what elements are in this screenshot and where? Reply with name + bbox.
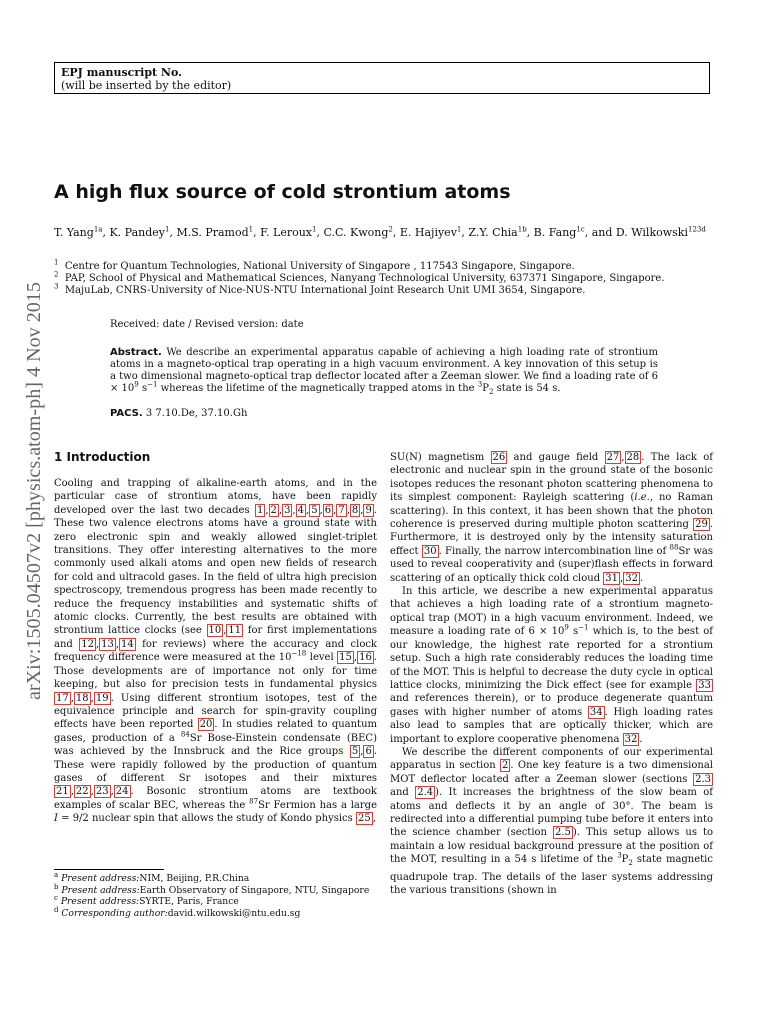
- affiliations: [54, 258, 714, 297]
- manuscript-label: EPJ manuscript No.: [61, 66, 182, 79]
- citation-link[interactable]: 2.3: [695, 773, 711, 785]
- citation-link[interactable]: 2: [270, 504, 277, 516]
- citation-link[interactable]: 31: [605, 572, 619, 584]
- citation-link[interactable]: 20: [199, 719, 213, 731]
- received-date: Received: date / Revised version: date: [110, 319, 304, 330]
- citation-link[interactable]: 34: [589, 706, 603, 718]
- paper-title: A high flux source of cold strontium atoms: [54, 181, 511, 203]
- pacs: [110, 408, 247, 419]
- citation-link[interactable]: 27: [606, 452, 620, 463]
- citation-link[interactable]: 2.5: [555, 827, 571, 839]
- citation-link[interactable]: 32: [624, 733, 638, 745]
- citation-link[interactable]: 12: [81, 638, 94, 650]
- pacs-codes: 3 7.10.De, 37.10.Gh: [145, 408, 248, 419]
- citation-link[interactable]: 26: [492, 452, 506, 463]
- citation-link[interactable]: 23: [95, 786, 109, 798]
- citation-link[interactable]: 24: [115, 786, 129, 798]
- abstract-text: We describe an experimental apparatus capable of achieving a high loading rate of strontium atoms in a magneto-optical trap operating in a high vacuum environment. A key innovation of this setup is a two dimensional magneto-optical trap deflector located after a Zeeman slower. We find a loading rate of $6 \times 10^9$ $s^{-1}$ whereas the lifetime of the magnetically trapped atoms in the $^3P_2$ state is 54 s.: [110, 347, 658, 396]
- citation-link[interactable]: 2: [502, 760, 509, 772]
- citation-link[interactable]: 28: [626, 452, 640, 463]
- citation-link[interactable]: 1: [256, 504, 264, 516]
- citation-link[interactable]: 17: [56, 692, 69, 704]
- citation-link[interactable]: 11: [228, 625, 242, 637]
- pacs-label: PACS.: [110, 408, 143, 419]
- citation-link[interactable]: 7: [338, 504, 345, 516]
- citation-link[interactable]: 9: [365, 504, 372, 516]
- citation-link[interactable]: 2.4: [417, 787, 434, 799]
- citation-link[interactable]: 5: [351, 746, 359, 758]
- section-heading-introduction: 1 Introduction: [54, 450, 151, 464]
- abstract-label: Abstract.: [110, 347, 162, 358]
- author-list: T. Yang$^{1a}$, K. Pandey$^1$, M.S. Pramod$^1$, F. Leroux$^1$, C.C. Kwong$^2$, E. Hajiyev$^1$, Z.Y. Chia$^{1b}$, B. Fang$^{1c}$, and D. Wilkowski$^{123d}$: [54, 225, 706, 239]
- citation-link[interactable]: 33: [698, 679, 711, 691]
- citation-link[interactable]: 10: [208, 625, 222, 637]
- arxiv-stamp-text: arXiv:1505.04507v2 [physics.atom-ph] 4 Nov 2015: [24, 292, 45, 700]
- body-right-column: SU(N) magnetism 26 and gauge field 27 , 28 . The lack of electronic and nuclear spin in the ground state of the bosonic isotopes reduces the resonant photon scattering phenomena to its simplest component: Rayleigh scattering (i.e., no Raman scattering). In this context, it has been shown that the photon coherence is preserved during multiple photon scattering 29 . Furthermore, it is destroyed only by the intensity saturation effect 30 . Finally, the narrow intercombination line of $^{88}$Sr was used to reveal cooperativity and (super)flash effects in forward scattering of an optically thick cold cloud 31 , 32 . In this article, we describe a new experimental apparatus that achieves a high loading rate of a strontium magneto-optical trap (MOT) in a high vacuum environment. Indeed, we measure a loading rate of $6 \times 10^9$ $s^{-1}$ which is, to the best of our knowledge, the highest rate reported for a strontium setup. Such a high rate considerably reduces the loading time of the MOT. This is helpful to decrease the duty cycle in optical lattice clocks, minimizing the Dick effect (see for example 33 and references therein), or to produce degenerate quantum gases with higher number of atoms 34 . High loading rates also lead to samples that are optically thicker, which are important to explore cooperative phenomena 32 . We describe the different components of our experimental apparatus in section 2 . One key feature is a two dimensional MOT deflector located after a Zeeman slower (sections 2.3 and 2.4 ). It increases the brightness of the slow beam of atoms and deflects it by an angle of 30°. The beam is redirected into a differential pumping tube before it enters into the science chamber (section 2.5 ). This setup allows us to maintain a low residual background pressure at the position of the MOT, resulting in a 54 s lifetime of the $^3P_2$ state magnetic quadrupole trap. The details of the laser systems addressing the various transitions (shown in: [390, 452, 714, 896]
- citation-link[interactable]: 13: [101, 638, 114, 650]
- citation-link[interactable]: 4: [297, 504, 304, 516]
- footnote-rule: [54, 869, 164, 870]
- affiliation-3: $^3$ MajuLab, CNRS-University of Nice-NUS-NTU International Joint Research Unit UMI 3654, Singapore.: [54, 282, 586, 296]
- citation-link[interactable]: 22: [75, 786, 89, 798]
- citation-link[interactable]: 29: [695, 519, 708, 531]
- citation-link[interactable]: 15: [339, 652, 352, 664]
- citation-link[interactable]: 14: [121, 638, 134, 650]
- citation-link[interactable]: 32: [625, 572, 638, 584]
- abstract: [110, 347, 658, 398]
- citation-link[interactable]: 30: [423, 545, 437, 557]
- citation-link[interactable]: 16: [359, 652, 372, 664]
- citation-link[interactable]: 3: [284, 504, 291, 516]
- citation-link[interactable]: 21: [56, 786, 69, 798]
- citation-link[interactable]: 8: [351, 504, 359, 516]
- citation-link[interactable]: 5: [311, 504, 318, 516]
- citation-link[interactable]: 6: [324, 504, 332, 516]
- affiliation-1: $^1$ Centre for Quantum Technologies, National University of Singapore , 117543 Singapore, Singapore.: [54, 258, 575, 272]
- citation-link[interactable]: 25: [357, 813, 371, 825]
- editor-note: (will be inserted by the editor): [61, 79, 232, 92]
- footnotes: $^a$ Present address:NIM, Beijing, P.R.China $^b$ Present address:Earth Observatory of Singapore, NTU, Singapore $^c$ Present address:SYRTE, Paris, France $^d$ Corresponding author:david.wilkowski@ntu.edu.sg: [54, 870, 370, 919]
- citation-link[interactable]: 19: [95, 692, 109, 704]
- affiliation-2: $^2$ PAP, School of Physical and Mathematical Sciences, Nanyang Technological University, 637371 Singapore, Singapore.: [54, 270, 665, 284]
- citation-link[interactable]: 6: [365, 746, 372, 758]
- arxiv-stamp: [10, 280, 50, 700]
- editor-header-box: [54, 62, 710, 94]
- body-left-column: Cooling and trapping of alkaline-earth atoms, and in the particular case of strontium atoms, have been rapidly developed over the last two decades 1 , 2 , 3 , 4 , 5 , 6 , 7 , 8 , 9 . These two valence electrons atoms have a ground state with zero electronic spin and weakly allowed singlet-triplet transitions. They offer interesting alternatives to the more commonly used alkali atoms and open new fields of research for cold and ultracold gases. In the field of ultra high precision spectroscopy, tremendous progress has been made recently to reduce the frequency instabilities and systematic shifts of atomic clocks. Currently, the best results are obtained with strontium lattice clocks (see 10 , 11 for first implementations and 12 , 13 , 14 for reviews) where the accuracy and clock frequency difference were measured at the $10^{-18}$ level 15 , 16 . Those developments are of importance not only for time keeping, but also for precision tests in fundamental physics 17 , 18 , 19 . Using different strontium isotopes, test of the equivalence principle and search for spin-gravity coupling effects have been reported 20 . In studies related to quantum gases, production of a $^{84}$Sr Bose-Einstein condensate (BEC) was achieved by the Innsbruck and the Rice groups 5 , 6 . These were rapidly followed by the production of quantum gases of different Sr isotopes and their mixtures 21 , 22 , 23 , 24 . Bosonic strontium atoms are textbook examples of scalar BEC, whereas the $^{87}$Sr Fermion has a large I = 9/2 nuclear spin that allows the study of Kondo physics 25 ,: [54, 478, 378, 825]
- citation-link[interactable]: 18: [75, 692, 89, 704]
